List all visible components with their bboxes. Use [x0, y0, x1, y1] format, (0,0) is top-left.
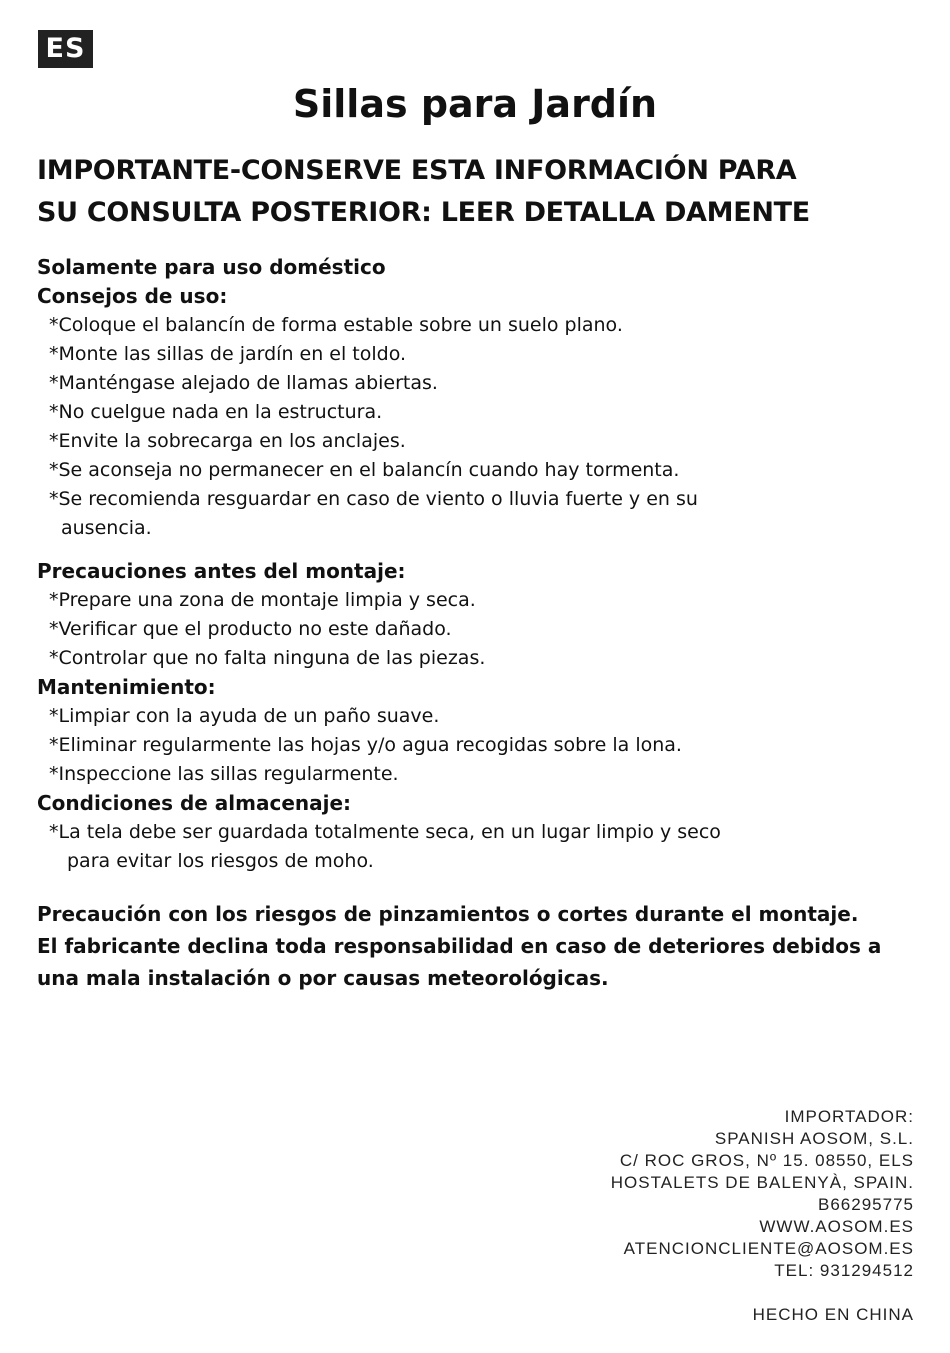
storage-item-continuation: para evitar los riesgos de moho. [67, 850, 374, 872]
precautions-item: *Prepare una zona de montaje limpia y seca. [49, 589, 476, 611]
precautions-heading: Precauciones antes del montaje: [37, 559, 406, 583]
maintenance-heading: Mantenimiento: [37, 675, 216, 699]
importer-email: ATENCIONCLIENTE@AOSOM.ES [623, 1239, 914, 1258]
maintenance-item: *Eliminar regularmente las hojas y/o agua recogidas sobre la lona. [49, 734, 682, 756]
usage-item-continuation: ausencia. [61, 517, 152, 539]
usage-item: *No cuelgue nada en la estructura. [49, 401, 383, 423]
importer-block [611, 1106, 914, 1282]
liability-warning [37, 898, 927, 994]
country-of-origin: HECHO EN CHINA [752, 1305, 914, 1324]
usage-heading: Consejos de uso: [37, 284, 228, 308]
importer-address-line-1: C/ ROC GROS, Nº 15. 08550, ELS [619, 1151, 914, 1170]
important-notice-line-1: IMPORTANTE-CONSERVE ESTA INFORMACIÓN PARA [37, 155, 797, 186]
importer-address-line-2: HOSTALETS DE BALENYÀ, SPAIN. [610, 1173, 914, 1192]
importer-company: SPANISH AOSOM, S.L. [714, 1129, 914, 1148]
importer-phone: TEL: 931294512 [774, 1261, 914, 1280]
warning-line-1: Precaución con los riesgos de pinzamientos o cortes durante el montaje. [37, 902, 859, 926]
usage-item: *Monte las sillas de jardín en el toldo. [49, 343, 407, 365]
importer-label: IMPORTADOR: [784, 1107, 914, 1126]
usage-item: *Manténgase alejado de llamas abiertas. [49, 372, 438, 394]
usage-item: *Se recomienda resguardar en caso de viento o lluvia fuerte y en su [49, 488, 698, 510]
warning-line-3: una mala instalación o por causas meteorológicas. [37, 966, 609, 990]
maintenance-item: *Limpiar con la ayuda de un paño suave. [49, 705, 440, 727]
document-title: Sillas para Jardín [292, 82, 658, 126]
maintenance-item: *Inspeccione las sillas regularmente. [49, 763, 399, 785]
precautions-item: *Controlar que no falta ninguna de las piezas. [49, 647, 486, 669]
precautions-item: *Verificar que el producto no este dañado. [49, 618, 452, 640]
warning-line-2: El fabricante declina toda responsabilidad en caso de deteriores debidos a [37, 934, 882, 958]
storage-item: *La tela debe ser guardada totalmente seca, en un lugar limpio y seco [49, 821, 721, 843]
importer-tax-id: B66295775 [818, 1195, 914, 1214]
domestic-use-notice: Solamente para uso doméstico [37, 255, 386, 279]
storage-heading: Condiciones de almacenaje: [37, 791, 352, 815]
language-badge: ES [38, 30, 93, 68]
usage-item: *Se aconseja no permanecer en el balancín cuando hay tormenta. [49, 459, 680, 481]
usage-item: *Envite la sobrecarga en los anclajes. [49, 430, 406, 452]
important-notice [37, 150, 927, 234]
instructions-body [37, 253, 927, 876]
important-notice-line-2: SU CONSULTA POSTERIOR: LEER DETALLA DAMENTE [37, 197, 810, 228]
usage-item: *Coloque el balancín de forma estable sobre un suelo plano. [49, 314, 623, 336]
importer-website: WWW.AOSOM.ES [759, 1217, 914, 1236]
